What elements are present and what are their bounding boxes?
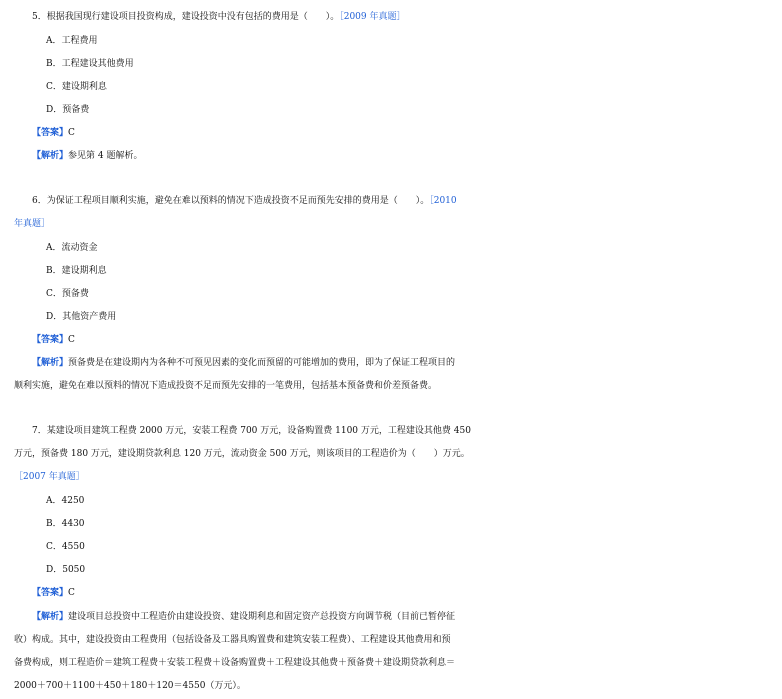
q7-option-d: D．5050	[46, 565, 86, 575]
q5-option-b: B．工程建设其他费用	[46, 59, 134, 69]
q6-analysis-line-1	[0, 352, 782, 374]
q6-analysis-label: 【解析】	[32, 358, 69, 368]
q5-option-c: C．建设期利息	[46, 82, 107, 92]
q7-analysis-line-2: 收）构成。其中，建设投资由工程费用（包括设备及工器具购置费和建筑安装工程费）、工程建设其他费用和预	[14, 635, 451, 645]
q7-option-a: A．4250	[46, 496, 85, 506]
q6-stem: 6．为保证工程项目顺利实施，避免在难以预料的情况下造成投资不足而预先安排的费用是（ ）。	[32, 196, 430, 206]
q7-stem-line-2: 万元，预备费 180 万元，建设期贷款利息 120 万元，流动资金 500 万元，则该项目的工程造价为（ ）万元。	[14, 449, 470, 459]
q7-answer: C	[68, 588, 75, 598]
q6-option-b: B．建设期利息	[46, 266, 107, 276]
q7-analysis-line-3: 备费构成，则工程造价＝建筑工程费＋安装工程费＋设备购置费＋工程建设其他费＋预备费＋建设期贷款利息＝	[14, 658, 456, 668]
q5-option-a: A．工程费用	[46, 36, 98, 46]
q5-analysis: 参见第 4 题解析。	[68, 151, 143, 161]
q7-analysis-line-1	[0, 606, 782, 628]
q7-tag: ［2007 年真题］	[14, 472, 85, 482]
q6-option-a: A．流动资金	[46, 243, 98, 253]
q5-option-d: D．预备费	[46, 105, 90, 115]
q7-stem-line-1: 7．某建设项目建筑工程费 2000 万元，安装工程费 700 万元，设备购置费 1100 万元，工程建设其他费 450	[32, 426, 471, 436]
q5-stem: 5．根据我国现行建设项目投资构成，建设投资中没有包括的费用是（ ）。	[32, 12, 340, 22]
q5-tag: ［2009 年真题］	[339, 12, 406, 22]
q6-tag-part1: ［2010	[429, 196, 457, 206]
q7-tag-line	[0, 466, 782, 488]
q5-answer: C	[68, 128, 75, 138]
q6-analysis-text-1: 预备费是在建设期内为各种不可预见因素的变化而预留的可能增加的费用，即为了保证工程项目的	[68, 358, 456, 368]
q6-tag-line	[0, 213, 782, 235]
q6-analysis-line-2: 顺利实施，避免在难以预料的情况下造成投资不足而预先安排的一笔费用，包括基本预备费和价差预备费。	[14, 381, 438, 391]
q6-stem-line	[0, 190, 782, 212]
q7-analysis-label: 【解析】	[32, 612, 69, 622]
q7-analysis-text-1: 建设项目总投资中工程造价由建设投资、建设期利息和固定资产总投资方向调节税（目前已暂停征	[68, 612, 456, 622]
q6-answer-line	[0, 329, 782, 351]
q7-answer-line	[0, 582, 782, 604]
q5-stem-line	[0, 6, 782, 28]
q6-tag-part2: 年真题］	[14, 219, 51, 229]
q5-analysis-label: 【解析】	[32, 151, 69, 161]
q6-option-c: C．预备费	[46, 289, 89, 299]
q7-answer-label: 【答案】	[32, 588, 69, 598]
q6-answer: C	[68, 335, 75, 345]
q7-option-c: C．4550	[46, 542, 85, 552]
q5-answer-label: 【答案】	[32, 128, 69, 138]
q7-analysis-line-4: 2000＋700＋1100＋450＋180＋120＝4550（万元）。	[14, 681, 246, 691]
q7-option-b: B．4430	[46, 519, 85, 529]
q6-option-d: D．其他资产费用	[46, 312, 117, 322]
q5-analysis-line	[0, 145, 782, 167]
q5-answer-line	[0, 122, 782, 144]
q6-answer-label: 【答案】	[32, 335, 69, 345]
